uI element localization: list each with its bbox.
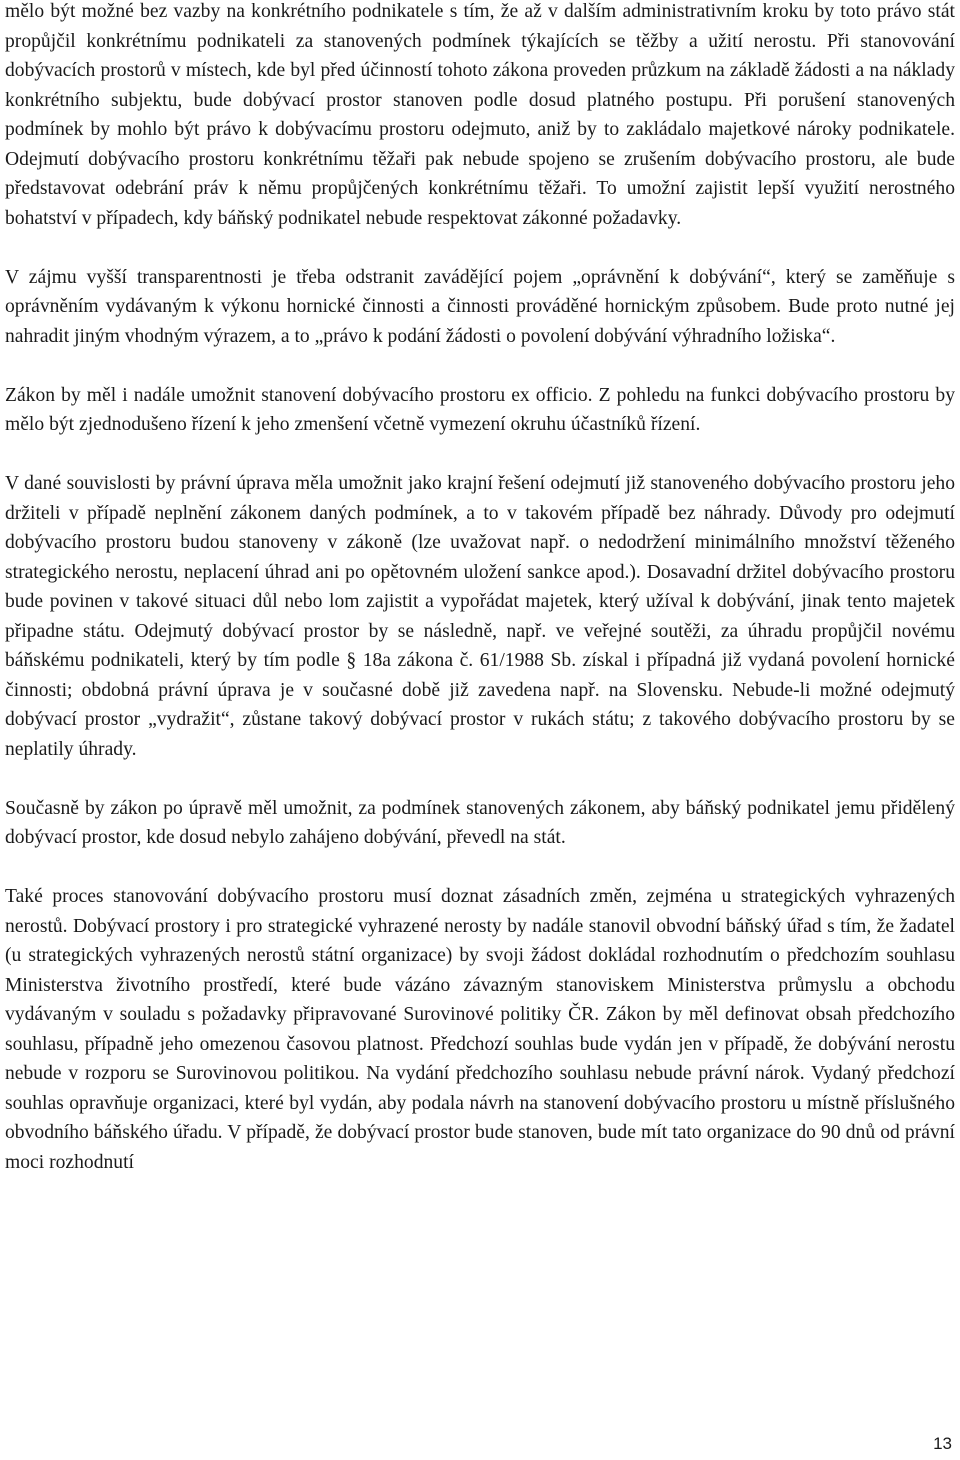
paragraph-1: mělo být možné bez vazby na konkrétního podnikatele s tím, že až v dalším administrativním kroku by toto právo stát propůjčil konkrétnímu podnikateli za stanovených podmínek týkajících se těžby a užití nerostu. Při stanovování dobývacích prostorů v místech, kde byl před účinností tohoto zákona proveden průzkum na základě žádosti a na náklady konkrétního subjektu, bude dobývací prostor stanoven podle dosud platného postupu. Při porušení stanovených podmínek by mohlo být právo k dobývacímu prostoru odejmuto, aniž by to zakládalo majetkové nároky podnikatele. Odejmutí dobývacího prostoru konkrétnímu těžaři pak nebude spojeno se zrušením dobývacího prostoru, ale bude představovat odebrání práv k němu propůjčených konkrétnímu těžaři. To umožní zajistit lepší využití nerostného bohatství v případech, kdy báňský podnikatel nebude respektovat zákonné požadavky. <box>5 1 955 229</box>
paragraph-2: V zájmu vyšší transparentnosti je třeba odstranit zavádějící pojem „oprávnění k dobývání“, který se zaměňuje s oprávněním vydávaným k výkonu hornické činnosti a činnosti prováděné hornickým způsobem. Bude proto nutné jej nahradit jiným vhodným výrazem, a to „právo k podání žádosti o povolení dobývání výhradního ložiska“. <box>5 266 955 347</box>
paragraph-3: Zákon by měl i nadále umožnit stanovení dobývacího prostoru ex officio. Z pohledu na funkci dobývacího prostoru by mělo být zjednodušeno řízení k jeho zmenšení včetně vymezení okruhu účastníků řízení. <box>5 384 955 435</box>
paragraph-4: V dané souvislosti by právní úprava měla umožnit jako krajní řešení odejmutí již stanoveného dobývacího prostoru jeho držiteli v případě neplnění zákonem daných podmínek, a to v takovém případě bez náhrady. Důvody pro odejmutí dobývacího prostoru budou stanoveny v zákoně (lze uvažovat např. o nedodržení minimálního množství těženého strategického nerostu, neplacení úhrad ani po opětovném uložení sankce apod.). Dosavadní držitel dobývacího prostoru bude povinen v takové situaci důl nebo lom zajistit a vypořádat majetek, který užíval k dobývání, jinak tento majetek připadne státu. Odejmutý dobývací prostor by se následně, např. ve veřejné soutěži, za úhradu propůjčil novému báňskému podnikateli, který by tím podle § 18a zákona č. 61/1988 Sb. získal i případná již vydaná povolení hornické činnosti; obdobná právní úprava je v současné době již zavedena např. na Slovensku. Nebude-li možné odejmutý dobývací prostor „vydražit“, zůstane takový dobývací prostor v rukách státu; z takového dobývacího prostoru by se neplatily úhrady. <box>5 473 955 760</box>
body-text <box>5 0 955 1177</box>
paragraph-5: Současně by zákon po úpravě měl umožnit, za podmínek stanovených zákonem, aby báňský podnikatel jemu přidělený dobývací prostor, kde dosud nebylo zahájeno dobývání, převedl na stát. <box>5 797 955 848</box>
page-number: 13 <box>933 1434 952 1453</box>
paragraph-6: Také proces stanovování dobývacího prostoru musí doznat zásadních změn, zejména u strategických vyhrazených nerostů. Dobývací prostory i pro strategické vyhrazené nerosty by nadále stanovil obvodní báňský úřad s tím, že žadatel (u strategických vyhrazených nerostů státní organizace) by svoji žádost dokládal rozhodnutím o předchozím souhlasu Ministerstva životního prostředí, které bude vázáno závazným stanoviskem Ministerstva průmyslu a obchodu vydávaným v souladu s požadavky připravované Surovinové politiky ČR. Zákon by měl definovat obsah předchozího souhlasu, případně jeho omezenou časovou platnost. Předchozí souhlas bude vydán jen v případě, že dobývání nerostu nebude v rozporu se Surovinovou politikou. Na vydání předchozího souhlasu nebude právní nárok. Vydaný předchozí souhlas opravňuje organizaci, které byl vydán, aby podala návrh na stanovení dobývacího prostoru u místně příslušného obvodního báňského úřadu. V případě, že dobývací prostor bude stanoven, bude mít tato organizace do 90 dnů od právní moci rozhodnutí <box>5 886 955 1173</box>
